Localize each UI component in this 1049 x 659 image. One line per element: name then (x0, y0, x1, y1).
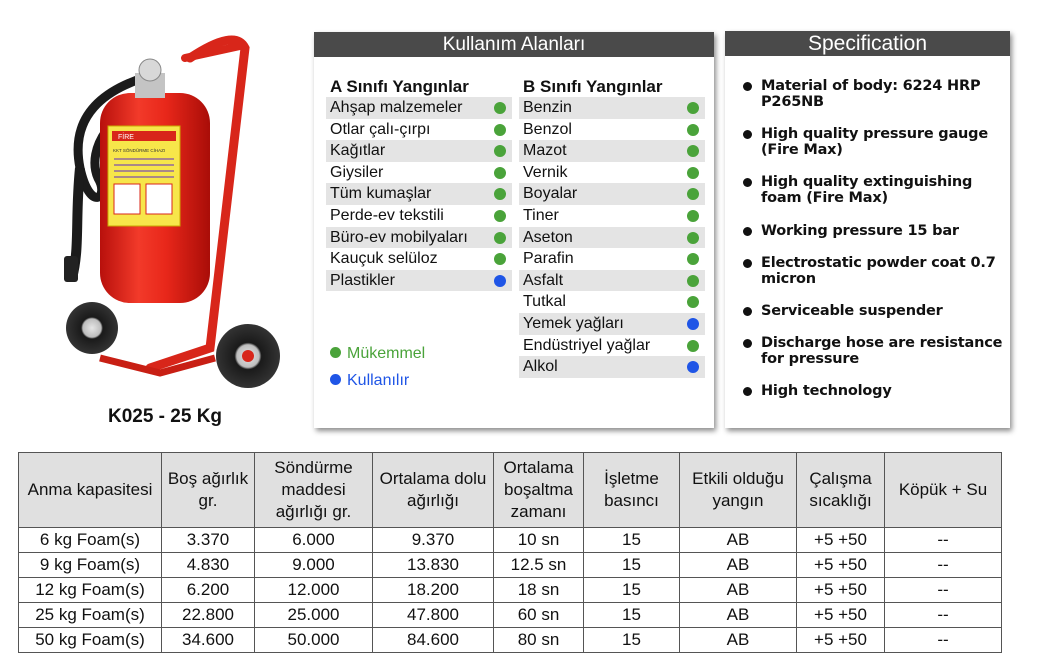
table-cell: 12.000 (255, 578, 373, 603)
class-b-title: B Sınıfı Yangınlar (523, 77, 663, 96)
usage-item-label: Ahşap malzemeler (330, 99, 463, 116)
green-dot-icon (687, 188, 699, 200)
usage-item (326, 140, 512, 162)
table-cell: 6.000 (255, 528, 373, 553)
table-header-cell: Anma kapasitesi (19, 453, 162, 528)
table-row (19, 528, 1002, 553)
table-cell: 60 sn (494, 603, 584, 628)
table-cell: +5 +50 (797, 578, 885, 603)
table-cell: -- (885, 578, 1002, 603)
green-dot-icon (687, 102, 699, 114)
table-header-cell: Köpük + Su (885, 453, 1002, 528)
usage-item (519, 205, 705, 227)
usage-areas-panel (314, 32, 714, 428)
table-cell: +5 +50 (797, 603, 885, 628)
table-cell: 15 (584, 603, 680, 628)
table-cell: -- (885, 528, 1002, 553)
specification-item: Discharge hose are resistance for pressure (743, 335, 1005, 367)
table-cell: -- (885, 603, 1002, 628)
usage-item-label: Tiner (523, 206, 559, 224)
usage-item-label: Perde-ev tekstili (330, 206, 444, 224)
table-cell: +5 +50 (797, 628, 885, 653)
specification-item: Working pressure 15 bar (743, 223, 1005, 239)
usage-item-label: Kauçuk selüloz (330, 250, 438, 268)
usage-item-label: Plastikler (330, 271, 395, 289)
green-dot-icon (494, 188, 506, 200)
specification-item: High quality extinguishing foam (Fire Max) (743, 174, 1005, 206)
class-b-column (519, 76, 705, 378)
usage-item-label: Asfalt (523, 271, 564, 289)
usage-item (326, 227, 512, 249)
table-cell: 9 kg Foam(s) (19, 553, 162, 578)
green-dot-icon (687, 296, 699, 308)
table-cell: 50.000 (255, 628, 373, 653)
usage-item (519, 313, 705, 335)
table-cell: 10 sn (494, 528, 584, 553)
table-cell: 4.830 (162, 553, 255, 578)
table-cell: AB (680, 528, 797, 553)
legend-excellent-label: Mükemmel (347, 345, 426, 362)
green-dot-icon (494, 232, 506, 244)
table-header-cell: İşletme basıncı (584, 453, 680, 528)
usage-item (519, 183, 705, 205)
green-dot-icon (687, 275, 699, 287)
fire-extinguisher-illustration (40, 28, 290, 408)
table-header-cell: Çalışma sıcaklığı (797, 453, 885, 528)
specification-item: High quality pressure gauge (Fire Max) (743, 126, 1005, 158)
table-cell: 80 sn (494, 628, 584, 653)
table-cell: AB (680, 553, 797, 578)
table-cell: 15 (584, 578, 680, 603)
class-a-column (326, 76, 512, 291)
table-row (19, 628, 1002, 653)
usage-item-label: Yemek yağları (523, 314, 624, 332)
green-dot-icon (687, 253, 699, 265)
usage-item-label: Büro-ev mobilyaları (330, 228, 468, 246)
table-header-cell: Söndürme maddesi ağırlığı gr. (255, 453, 373, 528)
table-cell: 15 (584, 528, 680, 553)
usage-panel-title: Kullanım Alanları (314, 32, 714, 57)
table-cell: 13.830 (373, 553, 494, 578)
green-dot-icon (494, 145, 506, 157)
table-cell: 25.000 (255, 603, 373, 628)
blue-dot-icon (330, 374, 341, 385)
usage-item (519, 248, 705, 270)
legend-excellent (330, 345, 425, 363)
table-cell: +5 +50 (797, 528, 885, 553)
usage-item-label: Endüstriyel yağlar (523, 336, 651, 354)
usage-item-label: Parafin (523, 250, 574, 268)
product-image (40, 28, 290, 408)
specification-item: Electrostatic powder coat 0.7 micron (743, 255, 1005, 287)
usage-item (519, 227, 705, 249)
usage-item-label: Vernik (523, 163, 568, 181)
specification-panel (725, 31, 1010, 428)
usage-item (326, 183, 512, 205)
table-row (19, 578, 1002, 603)
specification-item: High technology (743, 383, 1005, 399)
usage-item-label: Otlar çalı-çırpı (330, 120, 431, 138)
specification-item: Serviceable suspender (743, 303, 1005, 319)
green-dot-icon (687, 232, 699, 244)
usage-item (519, 119, 705, 141)
table-cell: 18.200 (373, 578, 494, 603)
table-cell: 25 kg Foam(s) (19, 603, 162, 628)
table-cell: 6 kg Foam(s) (19, 528, 162, 553)
usage-item (519, 140, 705, 162)
table-cell: 12 kg Foam(s) (19, 578, 162, 603)
legend-usable-label: Kullanılır (347, 372, 410, 389)
usage-item-label: Giysiler (330, 163, 384, 181)
green-dot-icon (687, 145, 699, 157)
table-cell: 47.800 (373, 603, 494, 628)
usage-item-label: Tutkal (523, 293, 566, 311)
blue-dot-icon (687, 318, 699, 330)
green-dot-icon (494, 124, 506, 136)
table-cell: -- (885, 553, 1002, 578)
capacity-table (18, 452, 1002, 653)
usage-item (326, 248, 512, 270)
usage-item (326, 162, 512, 184)
usage-item (326, 97, 512, 119)
table-cell: 12.5 sn (494, 553, 584, 578)
blue-dot-icon (494, 275, 506, 287)
green-dot-icon (330, 347, 341, 358)
table-cell: 15 (584, 553, 680, 578)
green-dot-icon (687, 124, 699, 136)
legend-usable (330, 372, 409, 390)
usage-item (519, 97, 705, 119)
table-cell: 9.370 (373, 528, 494, 553)
usage-item (326, 270, 512, 292)
usage-item-label: Mazot (523, 142, 567, 160)
green-dot-icon (687, 167, 699, 179)
green-dot-icon (687, 210, 699, 222)
label-title: KKT SÖNDÜRME CİHAZI (113, 148, 166, 153)
table-cell: 15 (584, 628, 680, 653)
table-cell: 9.000 (255, 553, 373, 578)
usage-item-label: Tüm kumaşlar (330, 185, 432, 203)
usage-item-label: Benzol (523, 120, 572, 138)
usage-item (519, 162, 705, 184)
green-dot-icon (494, 102, 506, 114)
usage-item (519, 291, 705, 313)
usage-item-label: Alkol (523, 358, 558, 376)
table-cell: AB (680, 578, 797, 603)
specification-title: Specification (725, 31, 1010, 56)
table-header-cell: Boş ağırlık gr. (162, 453, 255, 528)
usage-item (326, 119, 512, 141)
table-header-row (19, 453, 1002, 528)
usage-item-label: Aseton (523, 228, 573, 246)
table-cell: 6.200 (162, 578, 255, 603)
table-header-cell: Etkili olduğu yangın (680, 453, 797, 528)
table-row (19, 603, 1002, 628)
green-dot-icon (687, 340, 699, 352)
table-cell: 3.370 (162, 528, 255, 553)
usage-item-label: Benzin (523, 99, 572, 116)
usage-item (326, 205, 512, 227)
usage-item (519, 356, 705, 378)
blue-dot-icon (687, 361, 699, 373)
specification-item: Material of body: 6224 HRP P265NB (743, 78, 1005, 110)
usage-item (519, 270, 705, 292)
usage-item (519, 335, 705, 357)
usage-item-label: Boyalar (523, 185, 578, 203)
product-caption: K025 - 25 Kg (107, 406, 223, 427)
table-cell: 50 kg Foam(s) (19, 628, 162, 653)
table-cell: 84.600 (373, 628, 494, 653)
table-row (19, 553, 1002, 578)
table-cell: -- (885, 628, 1002, 653)
table-cell: 18 sn (494, 578, 584, 603)
green-dot-icon (494, 210, 506, 222)
table-cell: AB (680, 628, 797, 653)
table-header-cell: Ortalama dolu ağırlığı (373, 453, 494, 528)
table-cell: 22.800 (162, 603, 255, 628)
table-header-cell: Ortalama boşaltma zamanı (494, 453, 584, 528)
class-a-title: A Sınıfı Yangınlar (330, 77, 469, 96)
usage-item-label: Kağıtlar (330, 142, 386, 160)
label-brand: FİRE (118, 134, 134, 141)
table-cell: 34.600 (162, 628, 255, 653)
green-dot-icon (494, 167, 506, 179)
green-dot-icon (494, 253, 506, 265)
table-cell: +5 +50 (797, 553, 885, 578)
table-cell: AB (680, 603, 797, 628)
